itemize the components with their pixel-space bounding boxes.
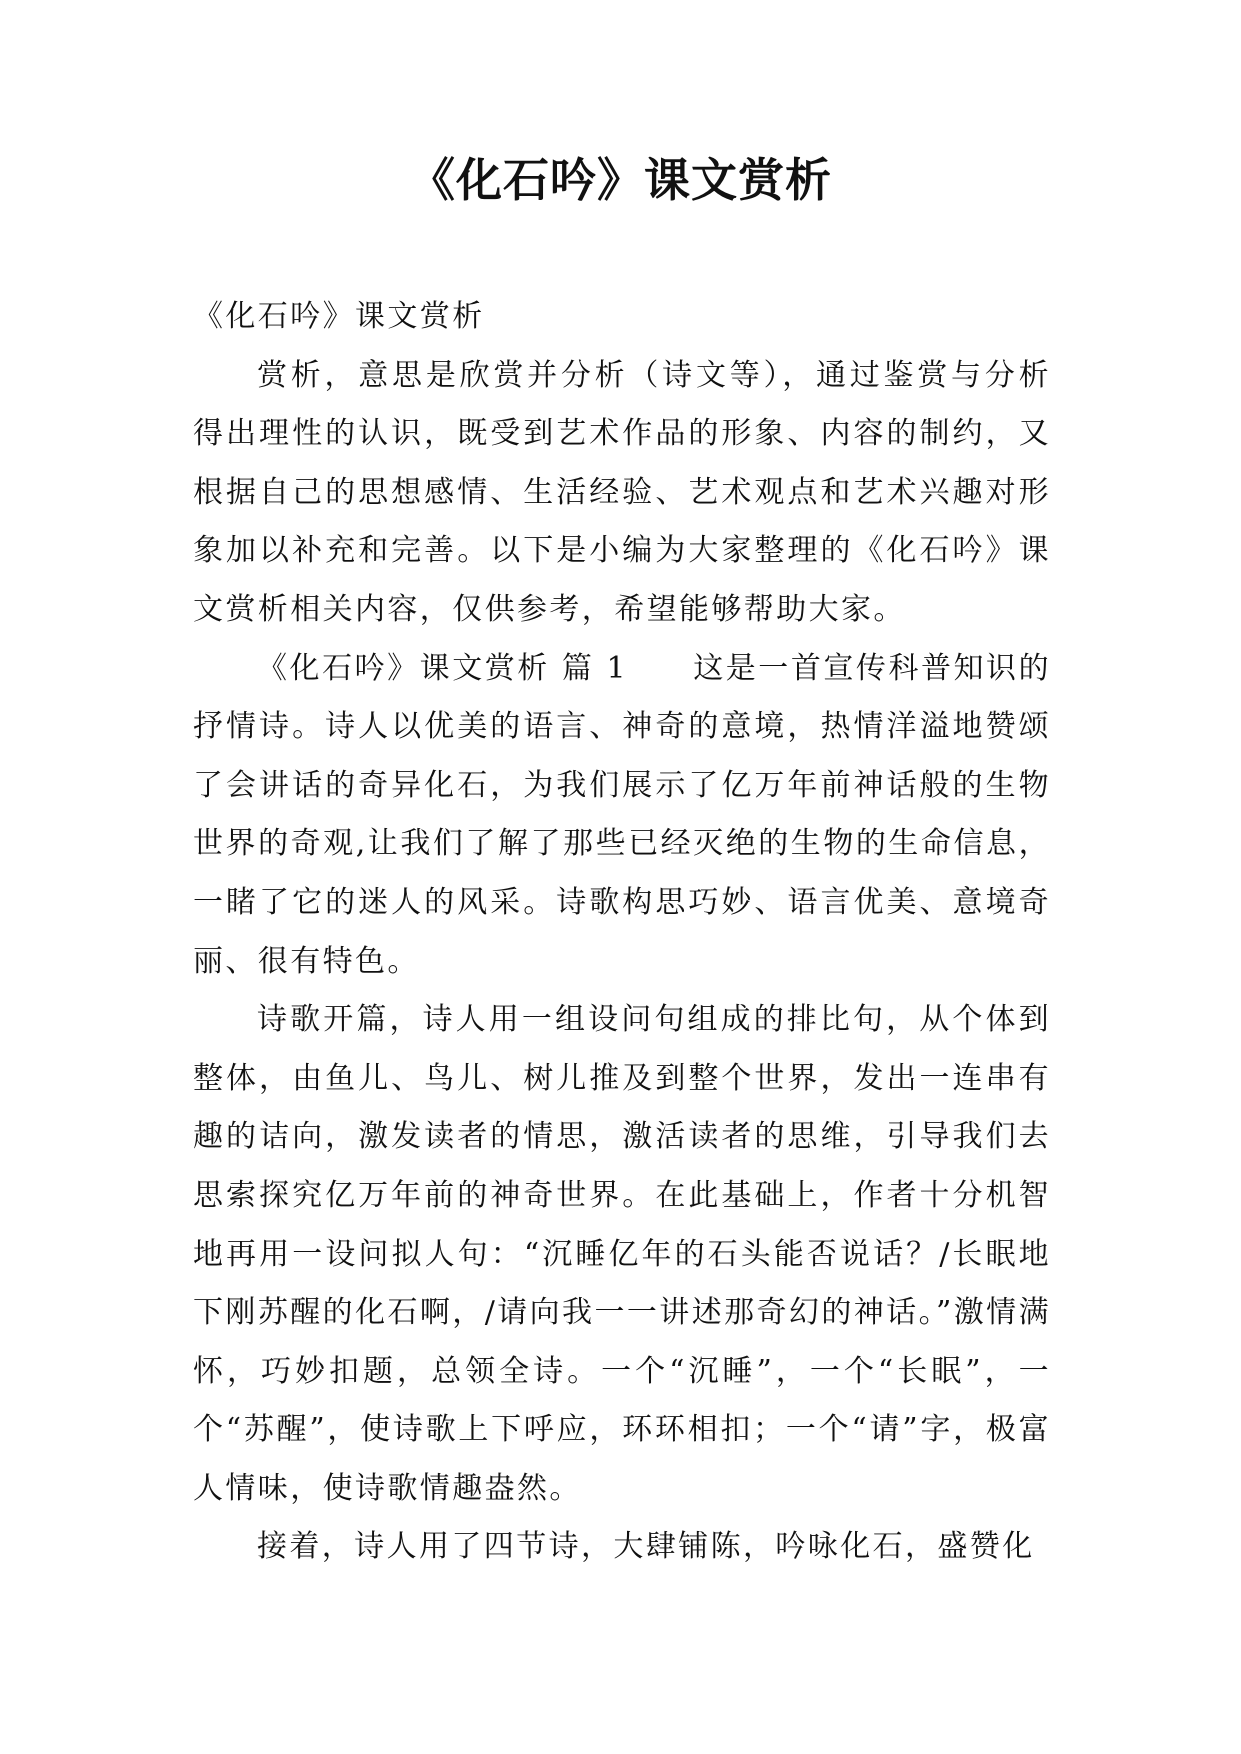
document-title: 《化石吟》课文赏析	[409, 153, 832, 207]
paragraph-intro: 赏析，意思是欣赏并分析（诗文等），通过鉴赏与分析得出理性的认识，既受到艺术作品的形象、内容的制约，又根据自己的思想感情、生活经验、艺术观点和艺术兴趣对形象加以补充和完善。以下是小编为大家整理的《化石吟》课文赏析相关内容，仅供参考，希望能够帮助大家。	[193, 357, 1051, 627]
document-subtitle: 《化石吟》课文赏析	[193, 299, 485, 334]
document-body	[193, 288, 1051, 1577]
paragraph-section-1: 《化石吟》课文赏析 篇 1 这是一首宣传科普知识的抒情诗。诗人以优美的语言、神奇的意境，热情洋溢地赞颂了会讲话的奇异化石，为我们展示了亿万年前神话般的生物世界的奇观,让我们了解了那些已经灭绝的生物的生命信息，一睹了它的迷人的风采。诗歌构思巧妙、语言优美、意境奇丽、很有特色。	[193, 650, 1051, 979]
paragraph-opening-analysis: 诗歌开篇，诗人用一组设问句组成的排比句，从个体到整体，由鱼儿、鸟儿、树儿推及到整个世界，发出一连串有趣的诘向，激发读者的情思，激活读者的思维，引导我们去思索探究亿万年前的神奇世界。在此基础上，作者十分机智地再用一设问拟人句：“沉睡亿年的石头能否说话？/长眠地下刚苏醒的化石啊，/请向我一一讲述那奇幻的神话。”激情满怀，巧妙扣题，总领全诗。一个“沉睡”，一个“长眠”，一个“苏醒”，使诗歌上下呼应，环环相扣；一个“请”字，极富人情味，使诗歌情趣盎然。	[193, 1002, 1051, 1506]
paragraph-continuation: 接着，诗人用了四节诗，大肆铺陈，吟咏化石，盛赞化	[257, 1529, 1035, 1565]
